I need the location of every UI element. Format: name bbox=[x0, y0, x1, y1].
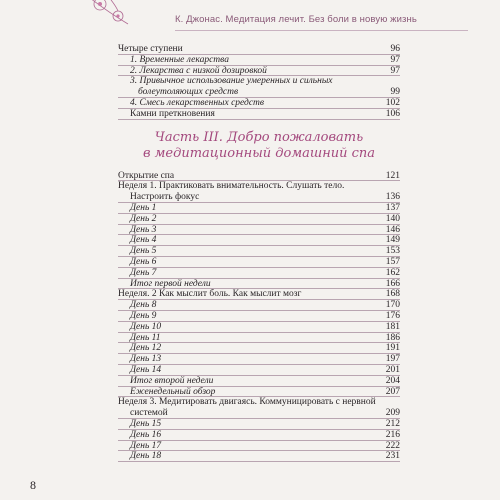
floral-decoration-icon bbox=[88, 0, 158, 34]
part-title bbox=[118, 130, 400, 162]
toc-entry bbox=[118, 441, 400, 452]
toc-entry-title: День 4 bbox=[130, 235, 157, 246]
toc-entry-title: Четыре ступени bbox=[118, 44, 183, 54]
header-rule bbox=[175, 30, 468, 31]
toc-entry-page: 201 bbox=[385, 364, 400, 375]
toc-entry-page: 207 bbox=[385, 386, 400, 397]
toc-entry bbox=[118, 387, 400, 398]
toc-entry bbox=[118, 300, 400, 311]
toc-entry-page: 106 bbox=[385, 108, 400, 119]
toc-entry bbox=[118, 235, 400, 246]
toc-entry-title: День 10 bbox=[130, 321, 162, 332]
toc-entry-page: 212 bbox=[385, 418, 400, 429]
toc-entry-page: 197 bbox=[385, 354, 400, 365]
toc-entry-page: 140 bbox=[385, 213, 400, 224]
toc-entry-title bbox=[118, 397, 382, 419]
toc-entry-page: 97 bbox=[390, 54, 400, 65]
toc-entry-page: 102 bbox=[385, 97, 400, 108]
toc-entry-title-line-2: системой bbox=[130, 408, 168, 419]
toc-entry-page: 97 bbox=[390, 65, 400, 76]
toc-entry-page: 191 bbox=[385, 343, 400, 354]
toc-entry-title-line-2: болеутоляющих средств bbox=[138, 87, 239, 98]
toc-entry-page: 222 bbox=[385, 440, 400, 451]
toc-entry bbox=[118, 257, 400, 268]
toc-entry-title-line-1: Неделя 3. Медитировать двигаясь. Коммуницировать с нервной bbox=[118, 397, 376, 408]
toc-entry-title: Неделя. 2 Как мыслит боль. Как мыслит мозг bbox=[118, 289, 302, 300]
toc-entry-title: День 3 bbox=[130, 224, 157, 235]
part-title-line-2: в медитационный домашний спа bbox=[142, 145, 376, 161]
toc-entry-title: 2. Лекарства с низкой дозировкой bbox=[130, 65, 267, 76]
toc-entry bbox=[118, 66, 400, 77]
toc-entry-title: День 14 bbox=[130, 364, 162, 375]
toc-entry-title-line-2: Настроить фокус bbox=[130, 192, 200, 203]
toc-entry-page: 137 bbox=[385, 202, 400, 213]
toc-entry-title: День 18 bbox=[130, 451, 162, 462]
toc-entry bbox=[118, 214, 400, 225]
toc-entry-page: 231 bbox=[385, 451, 400, 462]
toc-entry bbox=[118, 311, 400, 322]
toc-entry-page: 121 bbox=[385, 170, 400, 181]
toc-entry-page: 170 bbox=[385, 300, 400, 311]
toc-entry-title: День 7 bbox=[130, 267, 157, 278]
toc-entry bbox=[118, 171, 400, 182]
toc-entry-page: 216 bbox=[385, 429, 400, 440]
toc-entry-page: 162 bbox=[385, 267, 400, 278]
toc-entry-page: 157 bbox=[385, 256, 400, 267]
toc-entry-title: Итог первой недели bbox=[130, 278, 211, 289]
toc-entry-title bbox=[118, 76, 387, 98]
running-head: К. Джонас. Медитация лечит. Без боли в новую жизнь bbox=[175, 14, 417, 25]
toc-entry-page: 146 bbox=[385, 224, 400, 235]
toc-entry bbox=[118, 376, 400, 387]
toc-entry bbox=[118, 76, 400, 98]
toc-entry bbox=[118, 289, 400, 300]
toc-entry-title: День 2 bbox=[130, 213, 157, 224]
table-of-contents bbox=[118, 44, 400, 462]
toc-entry-title: День 1 bbox=[130, 202, 157, 213]
toc-entry bbox=[118, 55, 400, 66]
toc-entry-title: День 9 bbox=[130, 310, 157, 321]
toc-entry-page: 96 bbox=[390, 44, 400, 54]
toc-entry-page: 176 bbox=[385, 310, 400, 321]
toc-entry bbox=[118, 225, 400, 236]
toc-entry bbox=[118, 333, 400, 344]
toc-section-1 bbox=[118, 44, 400, 120]
toc-entry-page: 136 bbox=[385, 192, 400, 203]
part-title-line-1: Часть III. Добро пожаловать bbox=[154, 129, 364, 145]
toc-entry bbox=[118, 109, 400, 120]
page-number: 8 bbox=[30, 478, 36, 492]
toc-entry-title: 4. Смесь лекарственных средств bbox=[130, 97, 265, 108]
toc-entry bbox=[118, 419, 400, 430]
toc-entry-page: 166 bbox=[385, 278, 400, 289]
toc-entry-page: 204 bbox=[385, 375, 400, 386]
toc-entry-page: 149 bbox=[385, 235, 400, 246]
toc-entry bbox=[118, 246, 400, 257]
toc-entry bbox=[118, 279, 400, 290]
toc-entry-page: 209 bbox=[385, 408, 400, 419]
toc-entry-title: День 6 bbox=[130, 256, 157, 267]
toc-entry-title: День 11 bbox=[130, 332, 161, 343]
toc-entry-title: Открытие спа bbox=[118, 170, 175, 181]
toc-entry-page: 186 bbox=[385, 332, 400, 343]
toc-entry-title: День 12 bbox=[130, 343, 162, 354]
toc-entry-page: 99 bbox=[390, 87, 400, 98]
toc-entry bbox=[118, 354, 400, 365]
toc-entry-page: 181 bbox=[385, 321, 400, 332]
toc-entry-title: Еженедельный обзор bbox=[130, 386, 216, 397]
toc-entry-title: День 5 bbox=[130, 246, 157, 257]
toc-entry-page: 168 bbox=[385, 289, 400, 300]
toc-entry-title: День 17 bbox=[130, 440, 162, 451]
toc-entry-title: 1. Временные лекарства bbox=[130, 54, 229, 65]
toc-entry bbox=[118, 343, 400, 354]
toc-entry-title: День 15 bbox=[130, 418, 162, 429]
toc-entry bbox=[118, 397, 400, 419]
toc-entry bbox=[118, 181, 400, 203]
toc-entry bbox=[118, 98, 400, 109]
toc-entry bbox=[118, 451, 400, 462]
toc-section-2 bbox=[118, 171, 400, 463]
toc-entry bbox=[118, 365, 400, 376]
toc-entry-title: День 16 bbox=[130, 429, 162, 440]
toc-entry-title: День 8 bbox=[130, 300, 157, 311]
toc-entry bbox=[118, 44, 400, 55]
toc-entry-title bbox=[118, 181, 382, 203]
toc-entry-title-line-1: 3. Привычное использование умеренных и сильных bbox=[130, 76, 333, 87]
toc-entry-title: День 13 bbox=[130, 354, 162, 365]
toc-entry bbox=[118, 430, 400, 441]
toc-entry bbox=[118, 268, 400, 279]
toc-entry-title-line-1: Неделя 1. Практиковать внимательность. Слушать тело. bbox=[118, 181, 345, 192]
toc-entry-page: 153 bbox=[385, 246, 400, 257]
toc-entry-title: Итог второй недели bbox=[130, 375, 214, 386]
toc-entry bbox=[118, 203, 400, 214]
toc-entry-title: Камни преткновения bbox=[130, 108, 215, 119]
toc-entry bbox=[118, 322, 400, 333]
